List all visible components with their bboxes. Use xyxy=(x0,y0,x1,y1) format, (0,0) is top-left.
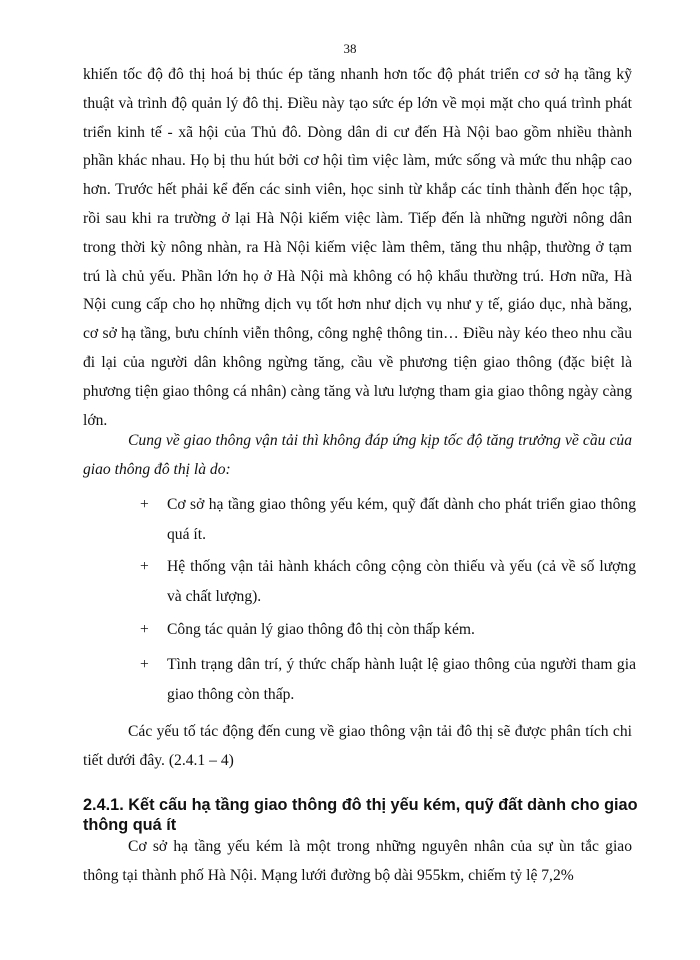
body-paragraph-2: Các yếu tố tác động đến cung về giao thông vận tải đô thị sẽ được phân tích chi tiết dưới đây. (2.4.1 – 4) xyxy=(83,723,632,769)
section-heading: 2.4.1. Kết cấu hạ tầng giao thông đô thị yếu kém, quỹ đất dành cho giao thông quá ít xyxy=(83,796,638,834)
bullet-marker: + xyxy=(140,656,149,673)
bullet-text: Công tác quản lý giao thông đô thị còn thấp kém. xyxy=(167,621,475,638)
page-number: 38 xyxy=(343,41,357,56)
bullet-item xyxy=(140,552,636,612)
bullet-text: Cơ sở hạ tầng giao thông yếu kém, quỹ đất dành cho phát triển giao thông quá ít. xyxy=(167,496,636,543)
bullet-marker: + xyxy=(140,558,149,575)
bullet-marker: + xyxy=(140,621,149,638)
bullet-marker: + xyxy=(140,496,149,513)
italic-intro-paragraph: Cung về giao thông vận tải thì không đáp ứng kịp tốc độ tăng trưởng về cầu của giao thông đô thị là do: xyxy=(83,432,632,478)
bullet-text: Hệ thống vận tải hành khách công cộng còn thiếu và yếu (cả về số lượng và chất lượng). xyxy=(167,558,636,605)
body-paragraph-1: khiến tốc độ đô thị hoá bị thúc ép tăng nhanh hơn tốc độ phát triển cơ sở hạ tầng kỹ thuật và trình độ quản lý đô thị. Điều này tạo sức ép lớn về mọi mặt cho quá trình phát triển kinh tế - xã hội của Thủ đô. Dòng dân di cư đến Hà Nội bao gồm nhiều thành phần khác nhau. Họ bị thu hút bởi cơ hội tìm việc làm, mức sống và mức thu nhập cao hơn. Trước hết phải kể đến các sinh viên, học sinh từ khắp các tỉnh thành đến học tập, rồi sau khi ra trường ở lại Hà Nội kiếm việc làm. Tiếp đến là những người nông dân trong thời kỳ nông nhàn, ra Hà Nội kiếm việc làm thêm, tăng thu nhập, thường ở tạm trú là chủ yếu. Phần lớn họ ở Hà Nội mà không có hộ khẩu thường trú. Hơn nữa, Hà Nội cung cấp cho họ những dịch vụ tốt hơn như dịch vụ như y tế, giáo dục, nhà băng, cơ sở hạ tầng, bưu chính viễn thông, công nghệ thông tin… Điều này kéo theo nhu cầu đi lại của người dân không ngừng tăng, cầu về phương tiện giao thông (đặc biệt là phương tiện giao thông cá nhân) càng tăng và lưu lượng tham gia giao thông ngày càng lớn. xyxy=(83,66,632,429)
body-paragraph-3: Cơ sở hạ tầng yếu kém là một trong những nguyên nhân của sự ùn tắc giao thông tại thành phố Hà Nội. Mạng lưới đường bộ dài 955km, chiếm tỷ lệ 7,2% xyxy=(83,838,632,884)
bullet-item xyxy=(140,650,636,710)
bullet-text: Tình trạng dân trí, ý thức chấp hành luật lệ giao thông của người tham gia giao thông còn thấp. xyxy=(167,656,636,703)
bullet-item xyxy=(140,490,636,550)
bullet-item xyxy=(140,615,636,645)
